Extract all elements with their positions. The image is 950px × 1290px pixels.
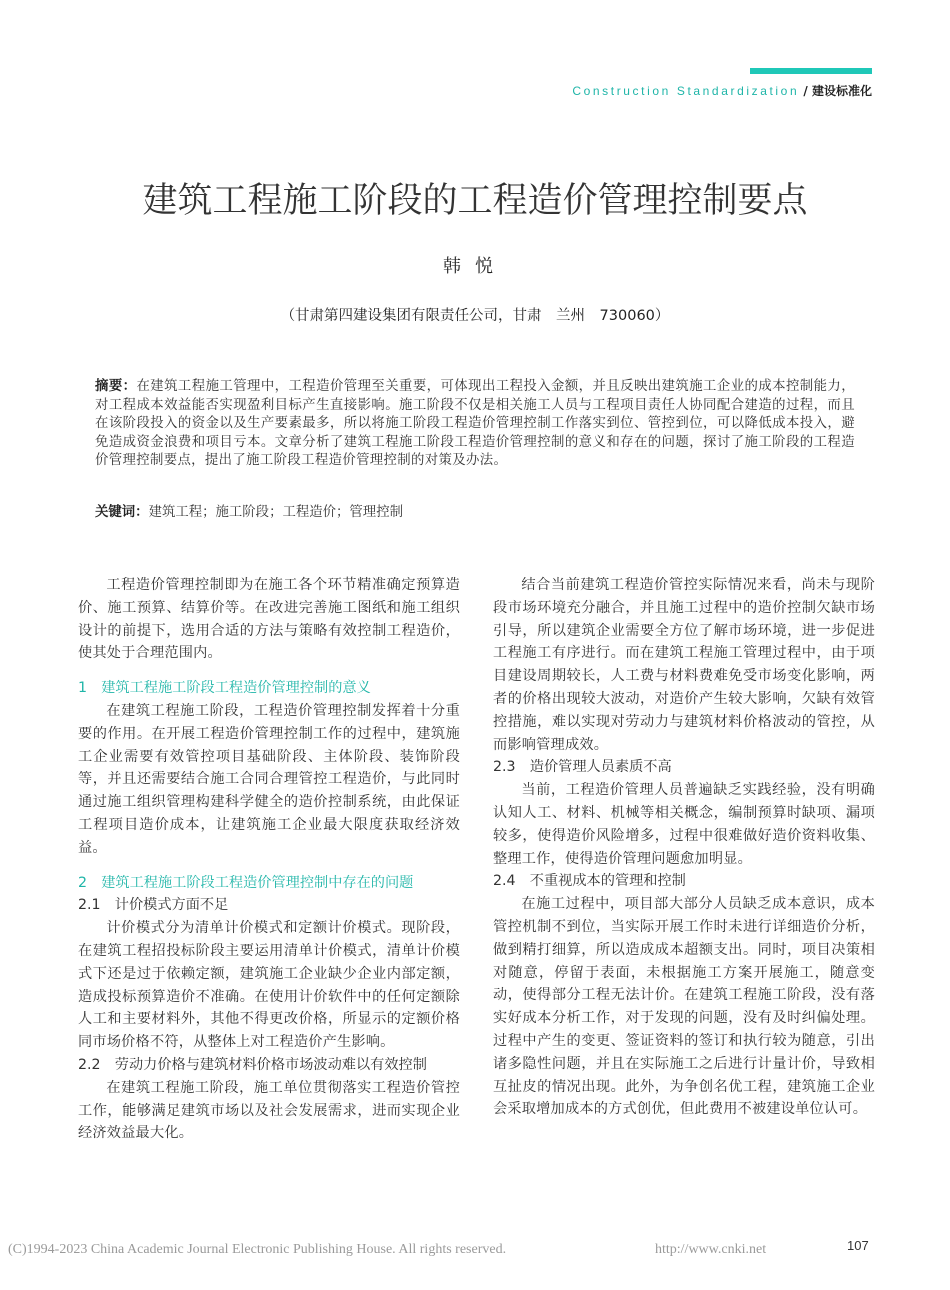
intro-paragraph: 工程造价管理控制即为在施工各个环节精准确定预算造价、施工预算、结算价等。在改进完善施工图纸和施工组织设计的前提下，选用合适的方法与策略有效控制工程造价，使其处于合理范围内。 [78,577,460,662]
author-affiliation: （甘肃第四建设集团有限责任公司，甘肃 兰州 730060） [280,308,670,324]
section-2-1-paragraph: 计价模式分为清单计价模式和定额计价模式。现阶段，在建筑工程招投标阶段主要运用清单计价模式，清单计价模式下还是过于依赖定额，建筑施工企业缺少企业内部定额，造成投标预算造价不准确。在使用计价软件中的任何定额除人工和主要材料外，其他不得更改价格，所显示的定额价格同市场价格不符，从整体上对工程造价产生影响。 [78,920,460,1051]
footer-url: http://www.cnki.net [655,1242,767,1257]
keywords-label: 关键词： [95,505,149,520]
section-2-heading: 2 建筑工程施工阶段工程造价管理控制中存在的问题 [78,874,414,891]
section-2-2-paragraph: 在建筑工程施工阶段，施工单位贯彻落实工程造价管控工作，能够满足建筑市场以及社会发展需求，进而实现企业经济效益最大化。 [78,1079,460,1142]
running-header [572,82,872,99]
section-2-3-heading: 2.3 造价管理人员素质不高 [493,759,672,776]
header-separator: / [799,84,812,98]
section-2-2-heading: 2.2 劳动力价格与建筑材料价格市场波动难以有效控制 [78,1056,427,1073]
keywords [95,504,855,523]
section-2-1-heading: 2.1 计价模式方面不足 [78,897,229,914]
header-chinese: 建设标准化 [811,84,872,98]
right-column [493,574,875,1121]
copyright-notice: (C)1994-2023 China Academic Journal Electronic Publishing House. All rights reserved. [8,1242,507,1257]
author-name: 韩悦 [443,256,507,277]
left-column [78,574,460,1145]
page-number: 107 [847,1238,869,1253]
abstract-text: 在建筑工程施工管理中，工程造价管理至关重要，可体现出工程投入金额，并且反映出建筑施工企业的成本控制能力，对工程成本效益能否实现盈利目标产生直接影响。施工阶段不仅是相关施工人员与工程项目责任人协同配合建造的过程，而且在该阶段投入的资金以及生产要素最多，所以将施工阶段工程造价管理控制工作落实到位、管控到位，可以降低成本投入，避免造成资金浪费和项目亏本。文章分析了建筑工程施工阶段工程造价管理控制的意义和存在的问题，探讨了施工阶段的工程造价管理控制要点，提出了施工阶段工程造价管理控制的对策及办法。 [95,379,855,469]
section-2-2-continued-paragraph: 结合当前建筑工程造价管控实际情况来看，尚未与现阶段市场环境充分融合，并且施工过程中的造价控制欠缺市场引导，所以建筑企业需要全方位了解市场环境，进一步促进工程施工有序进行。而在建筑工程施工管理过程中，由于项目建设周期较长，人工费与材料费难免受市场变化影响，两者的价格出现较大波动，对造价产生较大影响，欠缺有效管控措施，难以实现对劳动力与建筑材料价格波动的管控，从而影响管理成效。 [493,577,875,753]
article-title: 建筑工程施工阶段的工程造价管理控制要点 [142,181,808,222]
header-accent-bar [750,68,872,74]
section-2-4-paragraph: 在施工过程中，项目部大部分人员缺乏成本意识，成本管控机制不到位，当实际开展工作时未进行详细造价分析，做到精打细算，所以造成成本超额支出。同时，项目决策相对随意，停留于表面，未根据施工方案开展施工，随意变动，使得部分工程无法计价。在建筑工程施工阶段，没有落实好成本分析工作，对于发现的问题，没有及时纠偏处理。过程中产生的变更、签证资料的签订和执行较为随意，引出诸多隐性问题，并且在实际施工之后进行计量计价，导致相互扯皮的情况出现。此外，为争创名优工程，建筑施工企业会采取增加成本的方式创优，但此费用不被建设单位认可。 [493,896,875,1118]
section-2-3-paragraph: 当前，工程造价管理人员普遍缺乏实践经验，没有明确认知人工、材料、机械等相关概念，编制预算时缺项、漏项较多，使得造价风险增多，过程中很难做好造价资料收集、整理工作，使得造价管理问题愈加明显。 [493,782,875,867]
header-english: Construction Standardization [572,84,800,98]
section-1-paragraph: 在建筑工程施工阶段，工程造价管理控制发挥着十分重要的作用。在开展工程造价管理控制工作的过程中，建筑施工企业需要有效管控项目基础阶段、主体阶段、装饰阶段等，并且还需要结合施工合同合理管控工程造价，与此同时通过施工组织管理构建科学健全的造价控制系统，由此保证工程项目造价成本，让建筑施工企业最大限度获取经济效益。 [78,702,460,856]
keywords-text: 建筑工程；施工阶段；工程造价；管理控制 [148,505,403,520]
section-1-heading: 1 建筑工程施工阶段工程造价管理控制的意义 [78,680,371,697]
abstract-label: 摘要： [95,379,137,394]
section-2-4-heading: 2.4 不重视成本的管理和控制 [493,873,686,890]
abstract [95,378,855,471]
